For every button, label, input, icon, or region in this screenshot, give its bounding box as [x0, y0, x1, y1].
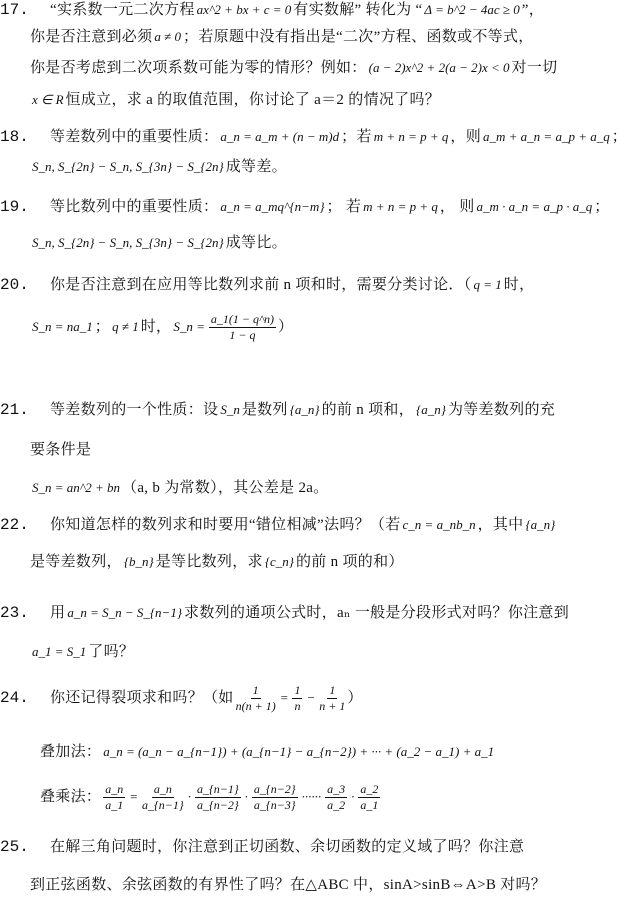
text: 在解三角问题时，你注意到正切函数、余切函数的定义域了吗？你注意 [50, 839, 525, 855]
math-fraction [142, 782, 184, 813]
item-number: 24. [0, 689, 29, 707]
text: 叠加法： [40, 744, 102, 760]
text-line [50, 195, 610, 219]
math-fraction [319, 683, 345, 714]
text: （a, b 为常数），其公差是 2a。 [122, 480, 329, 496]
text: ，则 [450, 129, 482, 145]
item-number: 20. [0, 276, 29, 294]
math-formula: S_n, S_{2n} − S_n, S_{3n} − S_{2n} [32, 235, 224, 250]
math-formula: a ≠ 0 [154, 29, 182, 44]
fraction-numerator: a_{n−1} [196, 781, 239, 796]
text: 是等差数列， [30, 554, 122, 570]
text: 你是否注意到在应用等比数列求前 n 项和时，需要分类讨论．（ [50, 277, 472, 293]
math-formula: m + n = p + q [363, 199, 438, 214]
text: 你还记得裂项求和吗？（如 [50, 690, 234, 706]
text: ”， [521, 2, 545, 18]
item-number: 22. [0, 516, 29, 534]
text: 你知道怎样的数列求和时要用“错位相减”法吗？（若 [50, 517, 401, 533]
fraction-numerator: a_n [153, 781, 172, 796]
text: 恒成立，求 a 的取值范围，你讨论了 a＝2 的情况了吗？ [65, 92, 441, 108]
text-line [40, 740, 496, 764]
math-formula: {c_n} [264, 554, 294, 569]
fraction-denominator: a_{n−1} [141, 797, 184, 812]
math-formula: = [129, 789, 138, 804]
text: 叠乘法： [40, 789, 102, 805]
text: ；若 [341, 129, 372, 145]
text-line [50, 513, 557, 537]
text-line [30, 311, 294, 342]
math-formula: S_n [220, 402, 240, 417]
text: ； [594, 199, 610, 215]
text: ， 则 [439, 199, 475, 215]
text: ； [94, 319, 111, 335]
text: 成等比。 [225, 235, 287, 251]
fraction-numerator: 1 [294, 682, 301, 697]
fraction-denominator: n(n + 1) [235, 698, 276, 713]
math-formula: S_n = na_1 [32, 319, 93, 334]
math-fraction [252, 782, 298, 813]
text: 用 [50, 605, 66, 621]
math-fraction [292, 683, 302, 714]
text: 等比数列中的重要性质： [50, 199, 219, 215]
fraction-denominator: n + 1 [319, 698, 346, 713]
text: ，其中 [477, 517, 524, 533]
math-formula: − [306, 690, 316, 705]
math-formula: a_m + a_n = a_p + a_q [483, 129, 610, 144]
text: 求数列的通项公式时，aₙ 一般是分段形式对吗？你注意到 [184, 605, 570, 621]
text: 等差数列的一个性质：设 [50, 402, 219, 418]
text: “实系数一元二次方程 [50, 2, 195, 18]
math-formula: a_n = S_n − S_{n−1} [67, 605, 183, 620]
text: 了吗？ [88, 644, 135, 660]
fraction-denominator: a_1 [360, 797, 379, 812]
math-formula: m + n = p + q [373, 129, 449, 144]
math-formula: a_n = a_mq^{n−m} [220, 199, 325, 214]
text: 是数列 [241, 402, 288, 418]
fraction-numerator: a_3 [327, 781, 346, 796]
math-formula: {b_n} [123, 554, 154, 569]
math-formula: a_n = (a_n − a_{n−1}) + (a_{n−1} − a_{n−2}) + ··· + (a_2 − a_1) + a_1 [103, 744, 495, 759]
text-line [30, 88, 440, 112]
math-formula: a_1 = S_1 [32, 644, 87, 659]
text-line [30, 640, 134, 664]
text-line [50, 273, 534, 297]
text: 是等比数列，求 [155, 554, 263, 570]
item-number: 19. [0, 198, 29, 216]
fraction-numerator: a_n [105, 781, 124, 796]
item-number: 21. [0, 401, 29, 419]
math-fraction [209, 312, 276, 343]
math-formula: {a_n} [416, 402, 446, 417]
text: 到正弦函数、余弦函数的有界性了吗？在△ABC 中，sinA>sinB⇔A>B 对吗？ [30, 877, 547, 893]
fraction-numerator: a_1(1 − q^n) [210, 311, 275, 326]
text-line [50, 682, 363, 713]
item-number: 23. [0, 604, 29, 622]
math-formula: ······ [301, 789, 322, 804]
text-line [50, 0, 544, 22]
math-formula: · [187, 789, 191, 804]
item-number: 17. [0, 1, 29, 19]
text: 你是否考虑到二次项系数可能为零的情形？例如： [30, 60, 367, 76]
math-formula: S_n = an^2 + bn [32, 480, 121, 495]
text: 为等差数列的充 [447, 402, 556, 418]
fraction-denominator: 1 − q [229, 327, 256, 342]
math-formula: · [351, 789, 355, 804]
text: ） [347, 690, 363, 706]
text-line [50, 601, 569, 625]
fraction-numerator: a_2 [360, 781, 379, 796]
text-line [40, 781, 382, 812]
math-formula: a_n = a_m + (n − m)d [220, 129, 340, 144]
math-formula: c_n = a_nb_n [402, 517, 476, 532]
math-formula: x ∈ R [32, 92, 64, 107]
math-formula: {a_n} [525, 517, 556, 532]
fraction-denominator: a_2 [327, 797, 346, 812]
item-number: 18. [0, 128, 29, 146]
text: 时， [140, 319, 172, 335]
text: ） [278, 319, 294, 335]
text: 等差数列中的重要性质： [50, 129, 219, 145]
text: 的前 n 项和， [321, 402, 415, 418]
math-fraction [103, 782, 125, 813]
math-fraction [325, 782, 347, 813]
math-formula: S_n, S_{2n} − S_n, S_{3n} − S_{2n} [32, 159, 224, 174]
math-formula: {a_n} [289, 402, 320, 417]
math-formula: S_n = [173, 319, 205, 334]
fraction-denominator: n [294, 698, 301, 713]
text-line [30, 231, 287, 255]
fraction-numerator: a_{n−2} [253, 781, 296, 796]
text: 成等差。 [225, 159, 287, 175]
math-fraction [236, 683, 276, 714]
text: ； 若 [326, 199, 362, 215]
text-line [30, 438, 91, 462]
text-line [30, 873, 546, 897]
text-line [50, 398, 555, 422]
text-line [30, 550, 404, 574]
text: 要条件是 [30, 442, 92, 458]
math-formula: = [279, 690, 289, 705]
text-line [30, 476, 329, 500]
text: 的前 n 项的和） [296, 554, 404, 570]
text: 对一切 [511, 60, 558, 76]
text-line [50, 125, 627, 149]
math-formula: a_m · a_n = a_p · a_q [476, 199, 593, 214]
math-formula: q ≠ 1 [112, 319, 139, 334]
fraction-numerator: 1 [329, 682, 336, 697]
fraction-denominator: a_{n−2} [196, 797, 239, 812]
text: ； [611, 129, 628, 145]
math-formula: ax^2 + bx + c = 0 [196, 2, 292, 17]
text: 时， [503, 277, 535, 293]
fraction-numerator: 1 [252, 682, 259, 697]
fraction-denominator: a_{n−3} [253, 797, 296, 812]
text: ；若原题中没有指出是“二次”方程、函数或不等式， [183, 29, 534, 45]
math-fraction [195, 782, 241, 813]
math-formula: · [244, 789, 248, 804]
fraction-denominator: a_1 [105, 797, 124, 812]
math-formula: q = 1 [473, 277, 502, 292]
math-formula: Δ = b^2 − 4ac ≥ 0 [424, 2, 520, 17]
text-line [30, 155, 287, 179]
text: 你是否注意到必须 [30, 29, 153, 45]
item-number: 25. [0, 838, 29, 856]
math-fraction [358, 782, 380, 813]
math-formula: (a − 2)x^2 + 2(a − 2)x < 0 [368, 60, 510, 75]
text: 有实数解” 转化为 “ [293, 2, 423, 18]
text-line [30, 56, 557, 80]
text-line [50, 835, 524, 859]
text-line [30, 25, 534, 49]
